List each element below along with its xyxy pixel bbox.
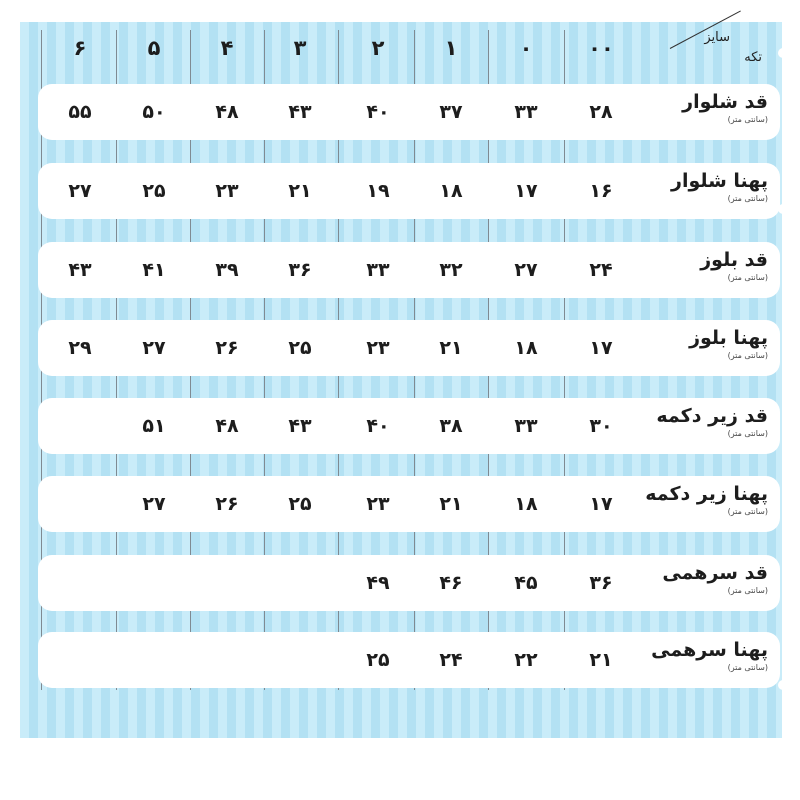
value-cell: ۲۳ [366, 493, 390, 515]
unit-label: (سانتی متر) [727, 273, 768, 282]
value-cell: ۱۶ [589, 180, 613, 202]
value-cell: ۱۷ [514, 180, 538, 202]
unit-label: (سانتی متر) [727, 351, 768, 360]
value-cell: ۳۳ [514, 415, 538, 437]
measurement-row [38, 476, 780, 532]
binder-hole [778, 680, 788, 690]
measurement-row [38, 320, 780, 376]
binder-hole [778, 48, 788, 58]
value-cell: ۳۶ [589, 572, 613, 594]
value-cell: ۲۸ [589, 101, 613, 123]
value-cell: ۴۰ [366, 415, 390, 437]
measurement-row [38, 398, 780, 454]
row-label [656, 404, 768, 440]
value-cell: ۲۲ [514, 649, 538, 671]
value-cell [263, 555, 337, 611]
value-cell: ۲۵ [288, 493, 312, 515]
value-cell [117, 555, 191, 611]
value-cell: ۳۳ [514, 101, 538, 123]
value-cell [43, 555, 117, 611]
value-cell: ۵۵ [68, 101, 92, 123]
value-cell: ۴۸ [215, 415, 239, 437]
value-cell: ۴۳ [288, 101, 312, 123]
value-cell: ۲۵ [142, 180, 166, 202]
row-label [662, 561, 768, 597]
measurement-name: پهنا بلوز [689, 327, 768, 349]
measurement-name: قد زیر دکمه [656, 405, 768, 427]
size-header: ۰۰ [588, 36, 614, 60]
value-cell: ۳۹ [215, 259, 239, 281]
value-cell: ۲۷ [142, 337, 166, 359]
unit-label: (سانتی متر) [727, 507, 768, 516]
row-label [682, 90, 768, 126]
value-cell: ۴۵ [514, 572, 538, 594]
size-header: ۱ [444, 36, 458, 60]
measurement-row [38, 163, 780, 219]
value-cell: ۲۶ [215, 493, 239, 515]
corner-piece-label: تکه [744, 50, 762, 65]
value-cell: ۴۸ [215, 101, 239, 123]
value-cell: ۲۱ [439, 337, 463, 359]
unit-label: (سانتی متر) [727, 586, 768, 595]
measurement-name: پهنا زیر دکمه [645, 483, 768, 505]
value-cell [117, 632, 191, 688]
value-cell: ۱۸ [514, 493, 538, 515]
value-cell: ۳۳ [366, 259, 390, 281]
measurement-name: قد بلوز [700, 249, 768, 271]
value-cell: ۲۴ [589, 259, 613, 281]
measurement-name: پهنا شلوار [671, 170, 768, 192]
value-cell: ۱۸ [514, 337, 538, 359]
size-header: ۵ [147, 36, 161, 60]
value-cell: ۴۹ [366, 572, 390, 594]
measurement-name: قد شلوار [682, 91, 768, 113]
size-header: ۶ [73, 36, 87, 60]
value-cell: ۱۷ [589, 493, 613, 515]
value-cell: ۳۷ [439, 101, 463, 123]
value-cell: ۴۱ [142, 259, 166, 281]
value-cell: ۲۳ [366, 337, 390, 359]
value-cell: ۴۳ [68, 259, 92, 281]
corner-header [666, 28, 766, 70]
value-cell: ۲۷ [514, 259, 538, 281]
value-cell: ۴۶ [439, 572, 463, 594]
unit-label: (سانتی متر) [727, 115, 768, 124]
value-cell: ۱۷ [589, 337, 613, 359]
value-cell [43, 632, 117, 688]
measurement-row [38, 632, 780, 688]
measurement-name: قد سرهمی [662, 562, 768, 584]
value-cell: ۵۱ [142, 415, 166, 437]
value-cell: ۲۹ [68, 337, 92, 359]
value-cell [263, 632, 337, 688]
size-header: ۰ [519, 36, 533, 60]
unit-label: (سانتی متر) [727, 194, 768, 203]
size-header: ۲ [371, 36, 385, 60]
value-cell: ۲۱ [288, 180, 312, 202]
value-cell: ۲۱ [439, 493, 463, 515]
value-cell: ۱۸ [439, 180, 463, 202]
value-cell: ۲۴ [439, 649, 463, 671]
value-cell: ۵۰ [142, 101, 166, 123]
value-cell [190, 555, 264, 611]
value-cell: ۳۰ [589, 415, 613, 437]
value-cell: ۲۵ [366, 649, 390, 671]
value-cell: ۲۶ [215, 337, 239, 359]
value-cell: ۲۵ [288, 337, 312, 359]
row-label [700, 248, 768, 284]
row-label [671, 169, 768, 205]
measurement-name: پهنا سرهمی [651, 639, 768, 661]
value-cell: ۲۱ [589, 649, 613, 671]
size-header: ۴ [220, 36, 234, 60]
unit-label: (سانتی متر) [727, 663, 768, 672]
row-label [689, 326, 768, 362]
value-cell [190, 632, 264, 688]
value-cell [43, 476, 117, 532]
value-cell: ۱۹ [366, 180, 390, 202]
unit-label: (سانتی متر) [727, 429, 768, 438]
value-cell: ۳۶ [288, 259, 312, 281]
value-cell: ۴۰ [366, 101, 390, 123]
corner-size-label: سایز [704, 30, 730, 45]
value-cell: ۲۷ [68, 180, 92, 202]
value-cell [43, 398, 117, 454]
value-cell: ۲۳ [215, 180, 239, 202]
value-cell: ۲۷ [142, 493, 166, 515]
measurement-row [38, 242, 780, 298]
size-header: ۳ [293, 36, 307, 60]
row-label [651, 638, 768, 674]
value-cell: ۴۳ [288, 415, 312, 437]
measurement-row [38, 555, 780, 611]
measurement-row [38, 84, 780, 140]
value-cell: ۳۸ [439, 415, 463, 437]
value-cell: ۳۲ [439, 259, 463, 281]
row-label [645, 482, 768, 518]
